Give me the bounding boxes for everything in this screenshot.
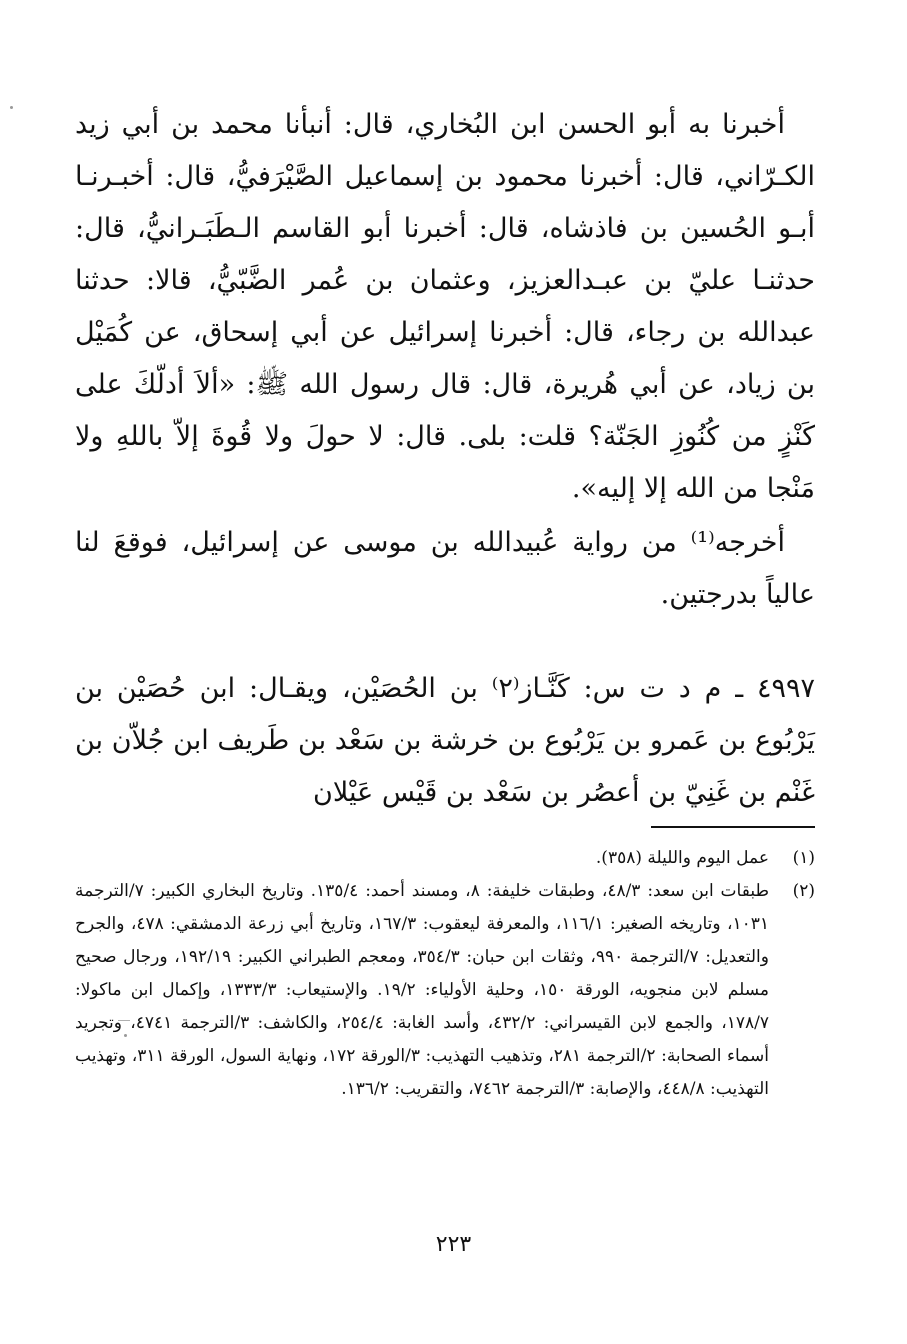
footnote-text: عمل اليوم والليلة (٣٥٨). [595, 848, 769, 868]
takhrij-paragraph: أخرجه⁽¹⁾ من رواية عُبيدالله بن موسى عن إسرائيل، فوقعَ لنا عالياً بدرجتين. [75, 527, 815, 610]
biography-entry: ٤٩٩٧ ـ م د ت س: كَنَّـاز⁽٢⁾ بن الحُصَيْن، ويقـال: ابن حُصَيْن بن يَرْبُوع بن عَمرو بن يَرْبُوع بن خرشة بن سَعْد بن طَريف ابن جُلاّن بن غَنْم بن غَنِيّ بن أعصُر بن سَعْد بن قَيْس عَيْلان [75, 673, 815, 808]
footnote-2 [75, 875, 815, 1106]
footnote-number: (١) [792, 848, 815, 868]
hadith-paragraph: أخبرنا به أبو الحسن ابن البُخاري، قال: أنبأنا محمد بن أبي زيد الكـرّاني، قال: أخبرنا محمود بن إسماعيل الصَّيْرَفيُّ، قال: أخبـرنـا أبـو الحُسين بن فاذشاه، قال: أخبرنا أبو القاسم الـطَبَـرانيُّ، قال: حدثنـا عليّ بن عبـدالعزيز، وعثمان بن عُمر الضَّبّيُّ، قالا: حدثنا عبدالله بن رجاء، قال: أخبرنا إسرائيل عن أبي إسحاق، عن كُمَيْل بن زياد، عن أبي هُريرة، قال: قال رسول الله ﷺ: «ألاَ أدلّكَ على كَنْزٍ من كُنُوزِ الجَنّة؟ قلت: بلى. قال: لا حولَ ولا قُوةَ إلاّ باللهِ ولا مَنْجا من الله إلا إليه». [75, 109, 815, 504]
footnote-separator [651, 826, 815, 828]
footnotes [75, 842, 815, 1106]
footnote-text: طبقات ابن سعد: ٤٨/٣، وطبقات خليفة: ٨، ومسند أحمد: ١٣٥/٤. وتاريخ البخاري الكبير: ٧/الترجمة ١٠٣١، وتاريخه الصغير: ١١٦/١، والمعرفة ليعقوب: ١٦٧/٣، وتاريخ أبي زرعة الدمشقي: ٤٧٨، والجرح والتعديل: ٧/الترجمة ٩٩٠، وثقات ابن حبان: ٣٥٤/٣، ومعجم الطبراني الكبير: ١٩٢/١٩، ورجال صحيح مسلم لابن منجويه، الورقة ١٥٠، وحلية الأولياء: ١٩/٢. والإستيعاب: ١٣٣٣/٣، وإكمال ابن ماكولا: ١٧٨/٧، والجمع لابن القيسراني: ٤٣٢/٢، وأسد الغابة: ٢٥٤/٤، والكاشف: ٣/الترجمة ٤٧٤١، وتجريد أسماء الصحابة: ٢/الترجمة ٢٨١، وتذهيب التهذيب: ٣/الورقة ١٧٢، ونهاية السول، الورقة ٣١١، وتهذيب التهذيب: ٤٤٨/٨، والإصابة: ٣/الترجمة ٧٤٦٢، والتقريب: ١٣٦/٢. [75, 881, 770, 1099]
scan-speck [10, 106, 13, 109]
footnote-1 [75, 842, 815, 875]
footnote-number: (٢) [792, 881, 815, 901]
page-number: ٢٢٣ [435, 1232, 472, 1257]
